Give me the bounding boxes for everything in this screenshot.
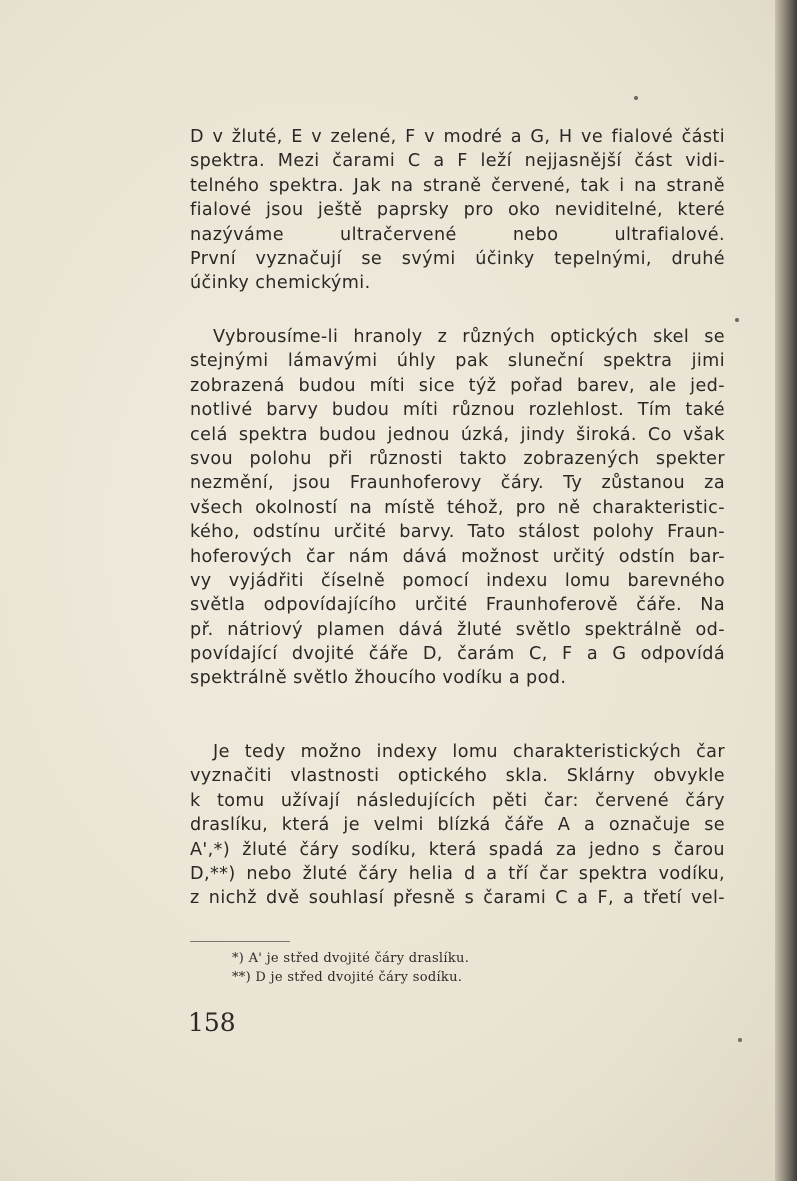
text-line: spektrálně světlo žhoucího vodíku a pod.	[190, 668, 567, 689]
paragraph-1	[190, 125, 725, 296]
text-line: svou polohu při různosti takto zobrazených spekter	[190, 448, 725, 469]
text-line: z nichž dvě souhlasí přesně s čarami C a F, a třetí vel-	[190, 888, 725, 909]
footnote: **) D je střed dvojité čáry sodíku.	[232, 970, 463, 985]
paper-speck	[634, 96, 638, 100]
page-spine-shadow	[775, 0, 797, 1181]
text-line: všech okolností na místě téhož, pro ně charakteristic-	[190, 497, 725, 518]
text-line: vy vyjádřiti číselně pomocí indexu lomu barevného	[190, 570, 725, 591]
text-line: fialové jsou ještě paprsky pro oko neviditelné, které	[190, 200, 725, 221]
text-line: D,**) nebo žluté čáry helia d a tří čar spektra vodíku,	[190, 863, 725, 884]
text-line: nazýváme ultračervené nebo ultrafialové.	[190, 224, 725, 245]
text-line: Je tedy možno indexy lomu charakteristických čar	[213, 742, 725, 762]
paragraph-3	[190, 740, 725, 911]
footnotes	[232, 949, 469, 987]
text-line: spektra. Mezi čarami C a F leží nejjasnější část vidi-	[190, 151, 725, 172]
text-line: notlivé barvy budou míti různou rozlehlost. Tím také	[190, 400, 725, 421]
paragraph-2	[190, 325, 725, 691]
paper-speck	[735, 318, 739, 322]
text-line: První vyznačují se svými účinky tepelnými, druhé	[190, 248, 725, 269]
text-line: zobrazená budou míti sice týž pořad barev, ale jed-	[190, 375, 725, 396]
text-line: D v žluté, E v zelené, F v modré a G, H ve fialové části	[190, 127, 725, 147]
text-line: telného spektra. Jak na straně červené, tak i na straně	[190, 175, 725, 196]
text-line: vyznačiti vlastnosti optického skla. Sklárny obvykle	[190, 766, 725, 787]
text-line: nezmění, jsou Fraunhoferovy čáry. Ty zůstanou za	[190, 473, 725, 494]
text-line: světla odpovídajícího určité Fraunhoferově čáře. Na	[190, 595, 725, 616]
page-number: 158	[188, 1008, 236, 1037]
text-line: draslíku, která je velmi blízká čáře A a označuje se	[190, 815, 725, 836]
text-line: celá spektra budou jednou úzká, jindy široká. Co však	[190, 424, 725, 445]
footnote: *) A' je střed dvojité čáry draslíku.	[232, 951, 470, 966]
text-line: kého, odstínu určité barvy. Tato stálost polohy Fraun-	[190, 522, 725, 543]
text-line: stejnými lámavými úhly pak sluneční spektra jimi	[190, 351, 725, 372]
text-line: př. nátriový plamen dává žluté světlo spektrálně od-	[190, 619, 725, 640]
text-line: povídající dvojité čáře D, čarám C, F a G odpovídá	[190, 644, 725, 665]
text-line: hoferových čar nám dává možnost určitý odstín bar-	[190, 546, 725, 567]
text-line: k tomu užívají následujících pěti čar: červené čáry	[190, 790, 725, 811]
text-line: A',*) žluté čáry sodíku, která spadá za jedno s čarou	[190, 839, 725, 860]
text-line: účinky chemickými.	[190, 273, 371, 294]
text-line: Vybrousíme-li hranoly z různých optických skel se	[213, 327, 725, 347]
paper-speck	[738, 1038, 742, 1042]
footnote-divider	[190, 941, 290, 942]
